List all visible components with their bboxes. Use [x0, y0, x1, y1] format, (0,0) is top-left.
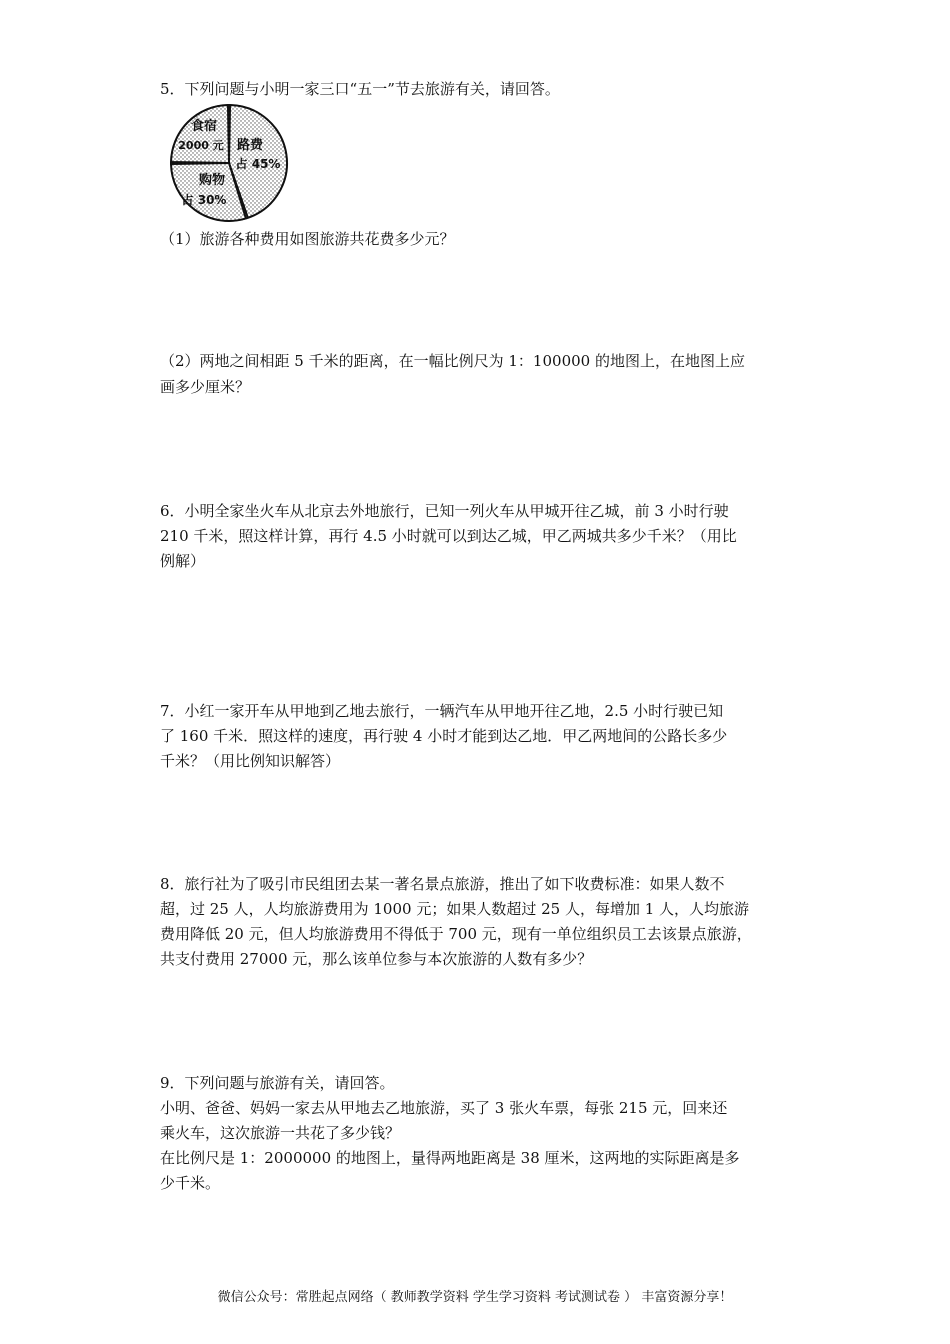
q8-line3: 费用降低 20 元，但人均旅游费用不得低于 700 元，现有一单位组织员工去该景点旅游，	[160, 925, 752, 943]
slice-label-lufei-name: 路费	[236, 138, 264, 153]
q5-part1: （1）旅游各种费用如图旅游共花费多少元？	[160, 230, 455, 248]
q6-line2: 210 千米，照这样计算，再行 4.5 小时就可以到达乙城，甲乙两城共多少千米？（用比	[160, 527, 737, 545]
q5-part2-line1: （2）两地之间相距 5 千米的距离，在一幅比例尺为 1：100000 的地图上，在地图上应	[160, 352, 745, 370]
q5-part2-line2: 画多少厘米？	[160, 378, 251, 396]
q9-line4: 在比例尺是 1：2000000 的地图上，量得两地距离是 38 厘米，这两地的实际距离是多	[160, 1149, 740, 1167]
q9-line1: 9．下列问题与旅游有关，请回答。	[160, 1074, 395, 1092]
slice-label-shisu-amount: 2000 元	[178, 139, 224, 152]
q5-intro: 5．下列问题与小明一家三口“五一”节去旅游有关，请回答。	[160, 80, 560, 98]
slice-shisu	[171, 105, 229, 163]
q7-line3: 千米？（用比例知识解答）	[160, 752, 341, 770]
q7-line2: 了 160 千米．照这样的速度，再行驶 4 小时才能到达乙地．甲乙两地间的公路长多少	[160, 727, 728, 745]
q8-line4: 共支付费用 27000 元，那么该单位参与本次旅游的人数有多少？	[160, 950, 593, 968]
q8-line2: 超，过 25 人，人均旅游费用为 1000 元；如果人数超过 25 人，每增加 1 人，人均旅游	[160, 900, 750, 918]
slice-label-gouwu-percent: 占 30%	[181, 193, 227, 207]
q9-line3: 乘火车，这次旅游一共花了多少钱？	[160, 1124, 401, 1142]
slice-label-gouwu-name: 购物	[198, 173, 226, 188]
q8-line1: 8．旅行社为了吸引市民组团去某一著名景点旅游，推出了如下收费标准：如果人数不	[160, 875, 725, 893]
slice-label-lufei-percent: 占 45%	[235, 157, 281, 171]
footer-note: 微信公众号：常胜起点网络（ 教师教学资料 学生学习资料 考试测试卷 ） 丰富资源分享！	[217, 1290, 733, 1305]
slice-label-shisu-name: 食宿	[190, 119, 218, 134]
q6-line3: 例解）	[160, 552, 206, 570]
q6-line1: 6．小明全家坐火车从北京去外地旅行，已知一列火车从甲城开往乙城，前 3 小时行驶	[160, 502, 729, 520]
q9-line5: 少千米。	[160, 1174, 221, 1192]
pie-chart	[166, 102, 292, 224]
q9-line2: 小明、爸爸、妈妈一家去从甲地去乙地旅游，买了 3 张火车票，每张 215 元，回来还	[160, 1099, 728, 1117]
q7-line1: 7．小红一家开车从甲地到乙地去旅行，一辆汽车从甲地开往乙地，2.5 小时行驶已知	[160, 702, 724, 720]
